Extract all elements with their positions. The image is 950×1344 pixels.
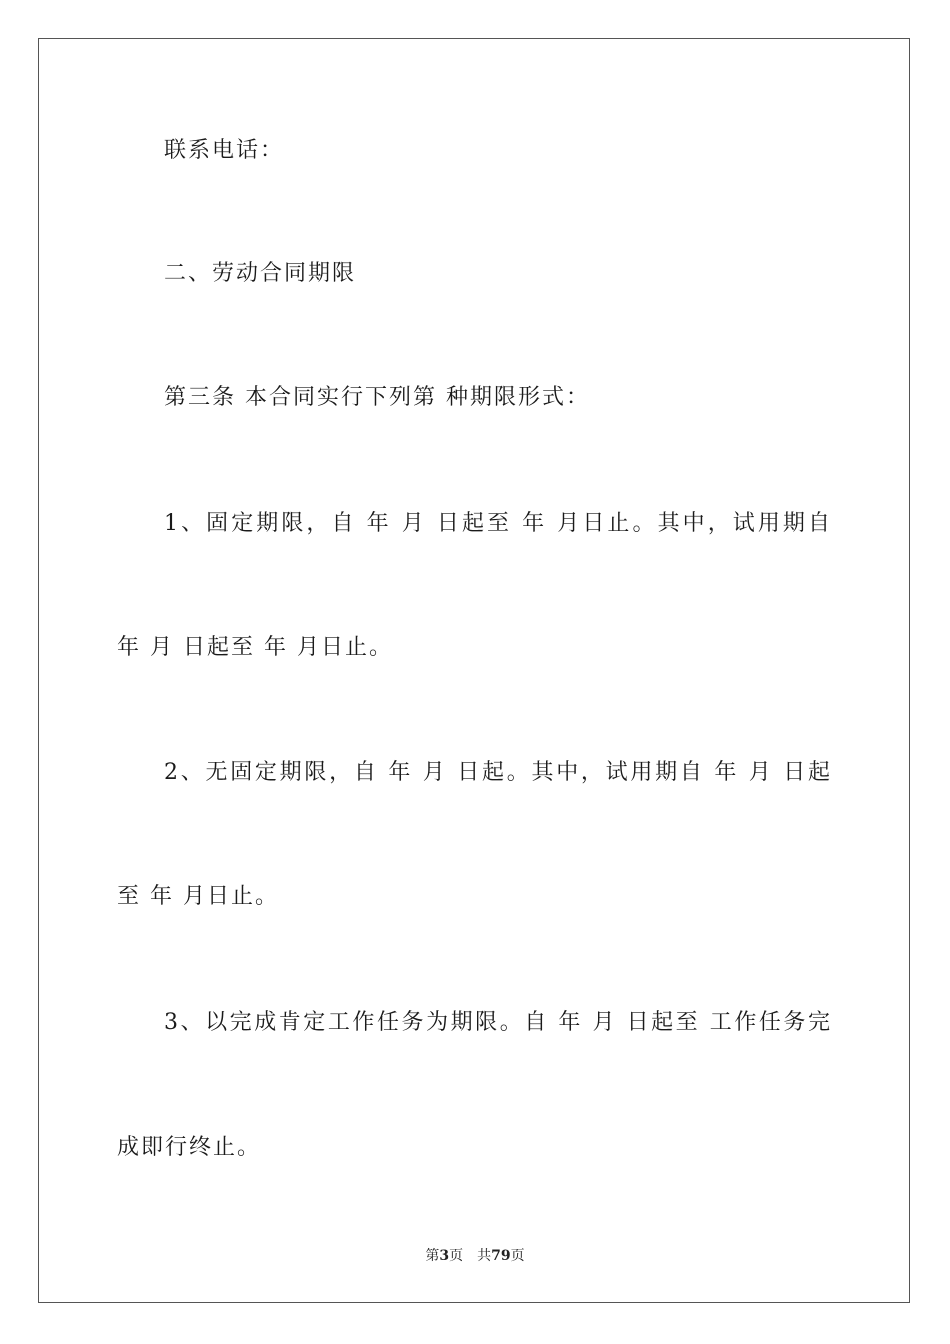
- article-three-line: 第三条 本合同实行下列第 种期限形式：: [164, 385, 590, 410]
- footer-page-mid: 页: [449, 1248, 464, 1264]
- page-number-footer: [0, 1246, 950, 1266]
- footer-total-prefix: 共: [477, 1248, 492, 1264]
- option-task-term-line-2: 成即行终止。: [117, 1135, 262, 1160]
- option-open-term-line-2: 至 年 月日止。: [117, 884, 279, 909]
- contact-phone-line: 联系电话：: [164, 138, 285, 163]
- section-heading-contract-term: 二、劳动合同期限: [164, 261, 357, 286]
- footer-total-pages: 79: [491, 1248, 511, 1264]
- footer-current-page: 3: [439, 1248, 450, 1264]
- page-border: [38, 38, 910, 1303]
- footer-page-prefix: 第: [425, 1248, 440, 1264]
- option-task-term-line-1: 3、以完成肯定工作任务为期限。自 年 月 日起至 工作任务完: [164, 1010, 832, 1035]
- option-fixed-term-line-1: 1、固定期限，自 年 月 日起至 年 月日止。其中，试用期自: [164, 511, 832, 536]
- option-open-term-line-1: 2、无固定期限，自 年 月 日起。其中，试用期自 年 月 日起: [164, 760, 832, 785]
- option-fixed-term-line-2: 年 月 日起至 年 月日止。: [117, 635, 393, 660]
- footer-total-suffix: 页: [510, 1248, 525, 1264]
